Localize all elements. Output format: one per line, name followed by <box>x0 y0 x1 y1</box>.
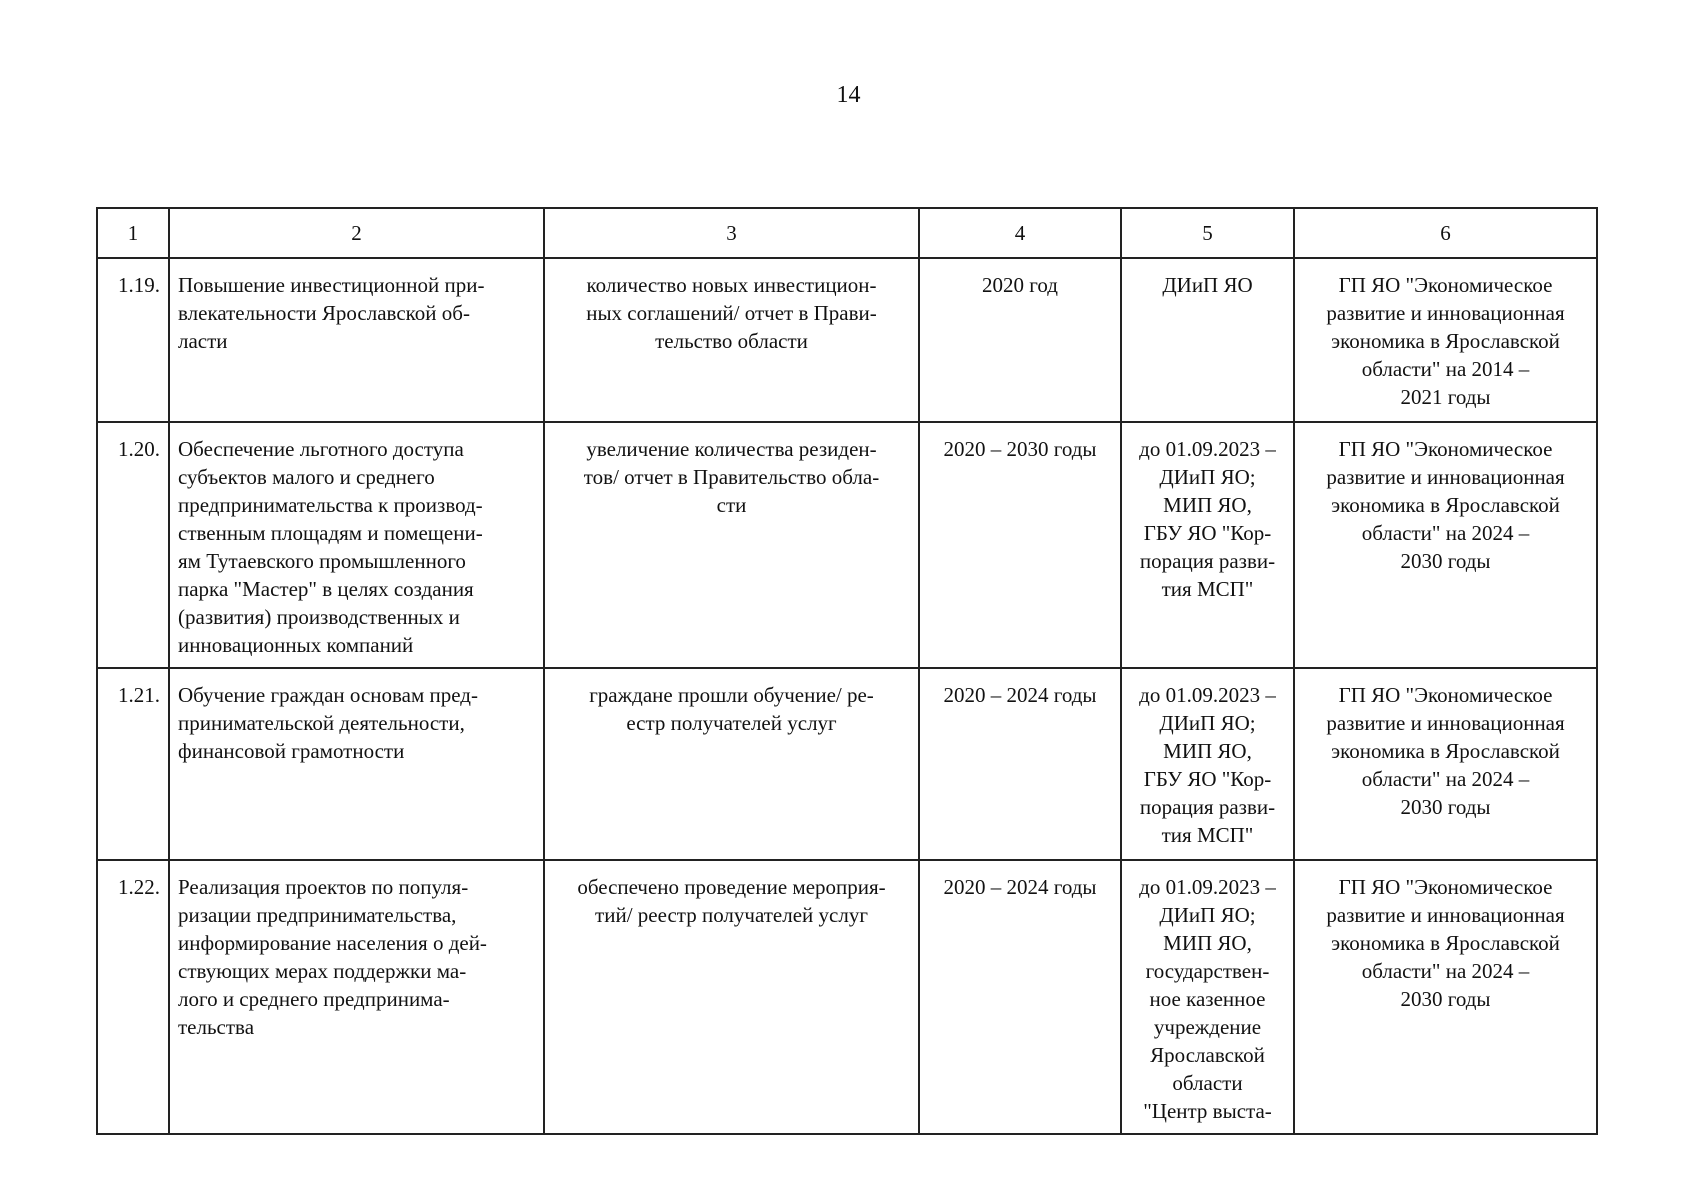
result-text: обеспечено проведение мероприя- тий/ реестр получателей услуг <box>577 875 886 927</box>
executor-cell <box>1121 860 1294 1134</box>
program-cell <box>1294 258 1597 422</box>
row-number <box>97 860 169 1134</box>
period-text: 2020 год <box>982 273 1058 297</box>
program-text: ГП ЯО "Экономическое развитие и инновационная экономика в Ярославской области" на 2024 – 2030 годы <box>1326 437 1565 573</box>
program-text: ГП ЯО "Экономическое развитие и инновационная экономика в Ярославской области" на 2024 – 2030 годы <box>1326 683 1565 819</box>
result-cell <box>544 668 919 860</box>
activity-cell <box>169 422 544 668</box>
row-number-text: 1.22. <box>118 875 160 899</box>
table-row <box>97 422 1597 668</box>
activity-cell <box>169 668 544 860</box>
activity-text: Реализация проектов по популя- ризации предпринимательства, информирование населения о дей- ствующих мерах поддержки ма- лого и среднего предпринима- тельства <box>178 875 487 1039</box>
row-number-text: 1.21. <box>118 683 160 707</box>
executor-text: до 01.09.2023 – ДИиП ЯО; МИП ЯО, государствен- ное казенное учреждение Ярославской области "Центр выста- <box>1139 875 1276 1123</box>
program-text: ГП ЯО "Экономическое развитие и инновационная экономика в Ярославской области" на 2024 – 2030 годы <box>1326 875 1565 1011</box>
period-cell <box>919 860 1121 1134</box>
result-text: увеличение количества резиден- тов/ отчет в Правительство обла- сти <box>583 437 880 517</box>
table-row <box>97 860 1597 1134</box>
header-col-2: 2 <box>169 208 544 258</box>
period-text: 2020 – 2030 годы <box>943 437 1097 461</box>
row-number <box>97 258 169 422</box>
program-cell <box>1294 860 1597 1134</box>
executor-text: ДИиП ЯО <box>1162 273 1253 297</box>
activity-text: Обеспечение льготного доступа субъектов малого и среднего предпринимательства к производ- ственным площадям и помещени- ям Тутаевского промышленного парка "Мастер" в целях создания (развития) производственных и инновационных компаний <box>178 437 483 657</box>
period-cell <box>919 422 1121 668</box>
program-text: ГП ЯО "Экономическое развитие и инновационная экономика в Ярославской области" на 2014 – 2021 годы <box>1326 273 1565 409</box>
result-cell <box>544 258 919 422</box>
result-text: граждане прошли обучение/ ре- естр получателей услуг <box>589 683 874 735</box>
executor-text: до 01.09.2023 – ДИиП ЯО; МИП ЯО, ГБУ ЯО "Кор- порация разви- тия МСП" <box>1139 437 1276 601</box>
program-cell <box>1294 668 1597 860</box>
row-number <box>97 422 169 668</box>
result-cell <box>544 860 919 1134</box>
executor-cell <box>1121 258 1294 422</box>
activity-cell <box>169 258 544 422</box>
program-cell <box>1294 422 1597 668</box>
measures-table <box>96 207 1598 1135</box>
page-number: 14 <box>836 82 861 108</box>
executor-text: до 01.09.2023 – ДИиП ЯО; МИП ЯО, ГБУ ЯО "Кор- порация разви- тия МСП" <box>1139 683 1276 847</box>
header-col-4: 4 <box>919 208 1121 258</box>
table-row <box>97 668 1597 860</box>
period-cell <box>919 258 1121 422</box>
period-text: 2020 – 2024 годы <box>943 875 1097 899</box>
period-text: 2020 – 2024 годы <box>943 683 1097 707</box>
result-text: количество новых инвестицион- ных соглашений/ отчет в Прави- тельство области <box>586 273 877 353</box>
header-col-1: 1 <box>97 208 169 258</box>
executor-cell <box>1121 422 1294 668</box>
row-number <box>97 668 169 860</box>
header-col-6: 6 <box>1294 208 1597 258</box>
row-number-text: 1.20. <box>118 437 160 461</box>
table-header-row <box>97 208 1597 258</box>
period-cell <box>919 668 1121 860</box>
header-col-5: 5 <box>1121 208 1294 258</box>
row-number-text: 1.19. <box>118 273 160 297</box>
header-col-3: 3 <box>544 208 919 258</box>
activity-cell <box>169 860 544 1134</box>
result-cell <box>544 422 919 668</box>
activity-text: Повышение инвестиционной при- влекательности Ярославской об- ласти <box>178 273 485 353</box>
executor-cell <box>1121 668 1294 860</box>
activity-text: Обучение граждан основам пред- принимательской деятельности, финансовой грамотности <box>178 683 478 763</box>
table-row <box>97 258 1597 422</box>
